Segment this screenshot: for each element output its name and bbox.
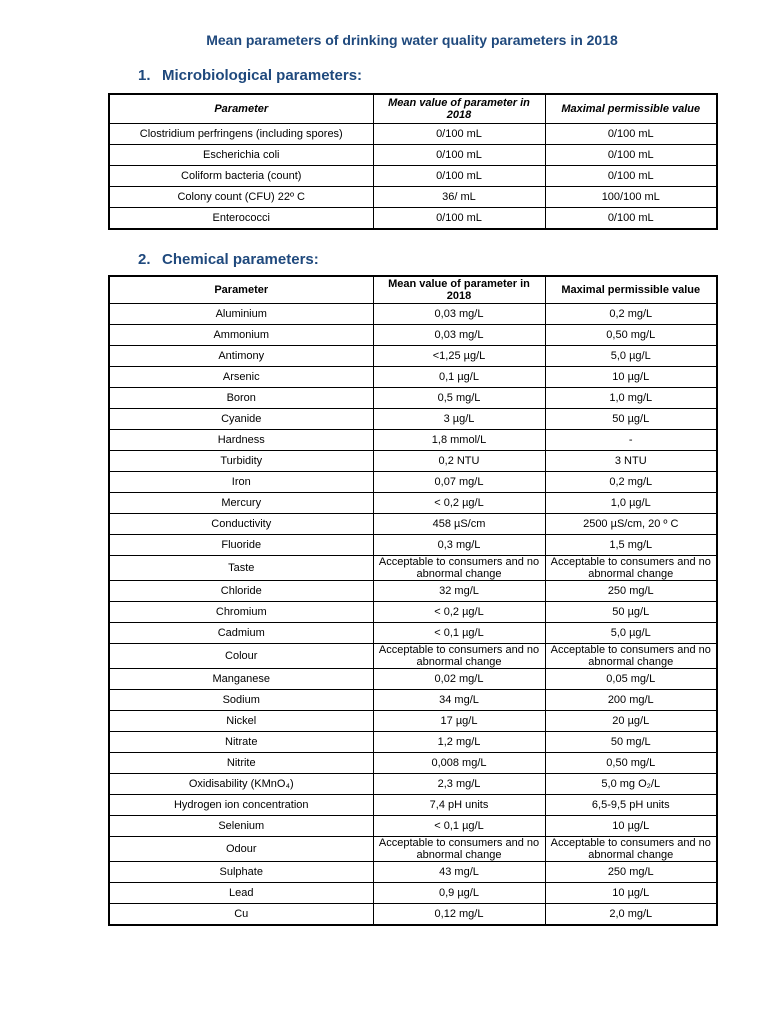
cell-parameter: Boron	[109, 388, 373, 409]
column-header-max-value: Maximal permissible value	[545, 94, 717, 124]
table-row	[109, 837, 717, 862]
cell-parameter: Colony count (CFU) 22º C	[109, 187, 373, 208]
section-number: 1.	[138, 67, 151, 84]
cell-parameter: Oxidisability (KMnO₄)	[109, 774, 373, 795]
cell-max-value: 3 NTU	[545, 451, 717, 472]
cell-parameter: Nickel	[109, 711, 373, 732]
cell-parameter: Chloride	[109, 581, 373, 602]
cell-parameter: Cyanide	[109, 409, 373, 430]
table-row	[109, 208, 717, 230]
cell-parameter: Nitrite	[109, 753, 373, 774]
cell-max-value: 0,2 mg/L	[545, 304, 717, 325]
cell-max-value: 0/100 mL	[545, 208, 717, 230]
cell-mean-value: 32 mg/L	[373, 581, 545, 602]
table-row	[109, 883, 717, 904]
cell-max-value: 5,0 mg O₂/L	[545, 774, 717, 795]
cell-mean-value: 36/ mL	[373, 187, 545, 208]
chemical-table	[108, 275, 718, 926]
table-row	[109, 795, 717, 816]
cell-parameter: Escherichia coli	[109, 145, 373, 166]
table-row	[109, 816, 717, 837]
cell-mean-value: < 0,2 µg/L	[373, 493, 545, 514]
cell-mean-value: 0,02 mg/L	[373, 669, 545, 690]
column-header-mean-value: Mean value of parameter in 2018	[373, 276, 545, 304]
cell-max-value: 0/100 mL	[545, 124, 717, 145]
cell-mean-value: 0/100 mL	[373, 145, 545, 166]
cell-parameter: Fluoride	[109, 535, 373, 556]
cell-max-value: Acceptable to consumers and no abnormal change	[545, 837, 717, 862]
table-row	[109, 774, 717, 795]
cell-mean-value: Acceptable to consumers and no abnormal change	[373, 837, 545, 862]
cell-mean-value: 1,2 mg/L	[373, 732, 545, 753]
cell-max-value: 200 mg/L	[545, 690, 717, 711]
cell-parameter: Conductivity	[109, 514, 373, 535]
cell-max-value: 1,0 mg/L	[545, 388, 717, 409]
section-number: 2.	[138, 251, 151, 268]
cell-mean-value: 0,07 mg/L	[373, 472, 545, 493]
cell-mean-value: 17 µg/L	[373, 711, 545, 732]
cell-max-value: 0,05 mg/L	[545, 669, 717, 690]
cell-parameter: Hydrogen ion concentration	[109, 795, 373, 816]
cell-max-value: Acceptable to consumers and no abnormal change	[545, 644, 717, 669]
cell-parameter: Taste	[109, 556, 373, 581]
cell-mean-value: 0,9 µg/L	[373, 883, 545, 904]
table-row	[109, 472, 717, 493]
column-header-parameter: Parameter	[109, 276, 373, 304]
cell-max-value: 10 µg/L	[545, 367, 717, 388]
cell-max-value: 50 µg/L	[545, 602, 717, 623]
cell-max-value: 2,0 mg/L	[545, 904, 717, 926]
cell-max-value: 5,0 µg/L	[545, 346, 717, 367]
cell-max-value: 250 mg/L	[545, 581, 717, 602]
cell-mean-value: 0/100 mL	[373, 166, 545, 187]
cell-max-value: 0/100 mL	[545, 145, 717, 166]
cell-max-value: Acceptable to consumers and no abnormal change	[545, 556, 717, 581]
cell-mean-value: < 0,2 µg/L	[373, 602, 545, 623]
cell-max-value: 50 mg/L	[545, 732, 717, 753]
cell-parameter: Coliform bacteria (count)	[109, 166, 373, 187]
cell-mean-value: Acceptable to consumers and no abnormal change	[373, 644, 545, 669]
cell-mean-value: 0/100 mL	[373, 208, 545, 230]
table-row	[109, 904, 717, 926]
cell-max-value: 10 µg/L	[545, 816, 717, 837]
table-row	[109, 514, 717, 535]
cell-max-value: 0/100 mL	[545, 166, 717, 187]
cell-parameter: Chromium	[109, 602, 373, 623]
cell-mean-value: 7,4 pH units	[373, 795, 545, 816]
cell-mean-value: 0,3 mg/L	[373, 535, 545, 556]
table-row	[109, 535, 717, 556]
cell-parameter: Colour	[109, 644, 373, 669]
cell-max-value: 100/100 mL	[545, 187, 717, 208]
page-title: Mean parameters of drinking water quality parameters in 2018	[206, 32, 618, 48]
microbiological-table	[108, 93, 718, 230]
column-header-max-value: Maximal permissible value	[545, 276, 717, 304]
cell-mean-value: 0,2 NTU	[373, 451, 545, 472]
table-header-row	[109, 276, 717, 304]
section-title: Chemical parameters:	[162, 251, 319, 268]
cell-mean-value: 458 µS/cm	[373, 514, 545, 535]
table-row	[109, 669, 717, 690]
cell-parameter: Cadmium	[109, 623, 373, 644]
table-row	[109, 187, 717, 208]
cell-max-value: 0,50 mg/L	[545, 325, 717, 346]
cell-parameter: Arsenic	[109, 367, 373, 388]
cell-mean-value: 0/100 mL	[373, 124, 545, 145]
cell-parameter: Hardness	[109, 430, 373, 451]
cell-parameter: Ammonium	[109, 325, 373, 346]
cell-parameter: Sodium	[109, 690, 373, 711]
section-title: Microbiological parameters:	[162, 67, 363, 84]
cell-parameter: Turbidity	[109, 451, 373, 472]
table-row	[109, 388, 717, 409]
cell-parameter: Cu	[109, 904, 373, 926]
cell-parameter: Clostridium perfringens (including spores)	[109, 124, 373, 145]
cell-max-value: 0,50 mg/L	[545, 753, 717, 774]
section-heading-microbiological	[138, 67, 362, 84]
cell-max-value: 1,5 mg/L	[545, 535, 717, 556]
cell-mean-value: 0,1 µg/L	[373, 367, 545, 388]
cell-parameter: Aluminium	[109, 304, 373, 325]
cell-max-value: -	[545, 430, 717, 451]
cell-parameter: Selenium	[109, 816, 373, 837]
cell-mean-value: < 0,1 µg/L	[373, 816, 545, 837]
table-row	[109, 753, 717, 774]
cell-max-value: 6,5-9,5 pH units	[545, 795, 717, 816]
cell-mean-value: <1,25 µg/L	[373, 346, 545, 367]
table-header-row	[109, 94, 717, 124]
cell-parameter: Antimony	[109, 346, 373, 367]
cell-mean-value: 0,12 mg/L	[373, 904, 545, 926]
table-row	[109, 325, 717, 346]
cell-max-value: 20 µg/L	[545, 711, 717, 732]
cell-mean-value: 2,3 mg/L	[373, 774, 545, 795]
cell-max-value: 50 µg/L	[545, 409, 717, 430]
table-row	[109, 602, 717, 623]
table-row	[109, 623, 717, 644]
table-row	[109, 430, 717, 451]
table-row	[109, 581, 717, 602]
table-row	[109, 451, 717, 472]
table-row	[109, 346, 717, 367]
column-header-mean-value: Mean value of parameter in 2018	[373, 94, 545, 124]
cell-mean-value: 0,5 mg/L	[373, 388, 545, 409]
cell-mean-value: 34 mg/L	[373, 690, 545, 711]
table-row	[109, 304, 717, 325]
table-row	[109, 145, 717, 166]
cell-max-value: 2500 µS/cm, 20 º C	[545, 514, 717, 535]
cell-mean-value: 0,008 mg/L	[373, 753, 545, 774]
column-header-parameter: Parameter	[109, 94, 373, 124]
cell-mean-value: 1,8 mmol/L	[373, 430, 545, 451]
cell-parameter: Sulphate	[109, 862, 373, 883]
cell-mean-value: 3 µg/L	[373, 409, 545, 430]
cell-max-value: 250 mg/L	[545, 862, 717, 883]
table-row	[109, 732, 717, 753]
cell-parameter: Odour	[109, 837, 373, 862]
cell-mean-value: Acceptable to consumers and no abnormal change	[373, 556, 545, 581]
cell-parameter: Enterococci	[109, 208, 373, 230]
table-row	[109, 493, 717, 514]
cell-parameter: Nitrate	[109, 732, 373, 753]
table-row	[109, 124, 717, 145]
cell-max-value: 1,0 µg/L	[545, 493, 717, 514]
cell-parameter: Manganese	[109, 669, 373, 690]
table-row	[109, 690, 717, 711]
table-row	[109, 367, 717, 388]
cell-max-value: 10 µg/L	[545, 883, 717, 904]
cell-max-value: 0,2 mg/L	[545, 472, 717, 493]
cell-parameter: Lead	[109, 883, 373, 904]
table-row	[109, 409, 717, 430]
table-row	[109, 166, 717, 187]
cell-mean-value: 0,03 mg/L	[373, 325, 545, 346]
cell-mean-value: 0,03 mg/L	[373, 304, 545, 325]
cell-max-value: 5,0 µg/L	[545, 623, 717, 644]
cell-mean-value: < 0,1 µg/L	[373, 623, 545, 644]
section-heading-chemical	[138, 251, 319, 268]
cell-parameter: Iron	[109, 472, 373, 493]
table-row	[109, 862, 717, 883]
table-row	[109, 556, 717, 581]
table-row	[109, 711, 717, 732]
cell-parameter: Mercury	[109, 493, 373, 514]
cell-mean-value: 43 mg/L	[373, 862, 545, 883]
table-row	[109, 644, 717, 669]
